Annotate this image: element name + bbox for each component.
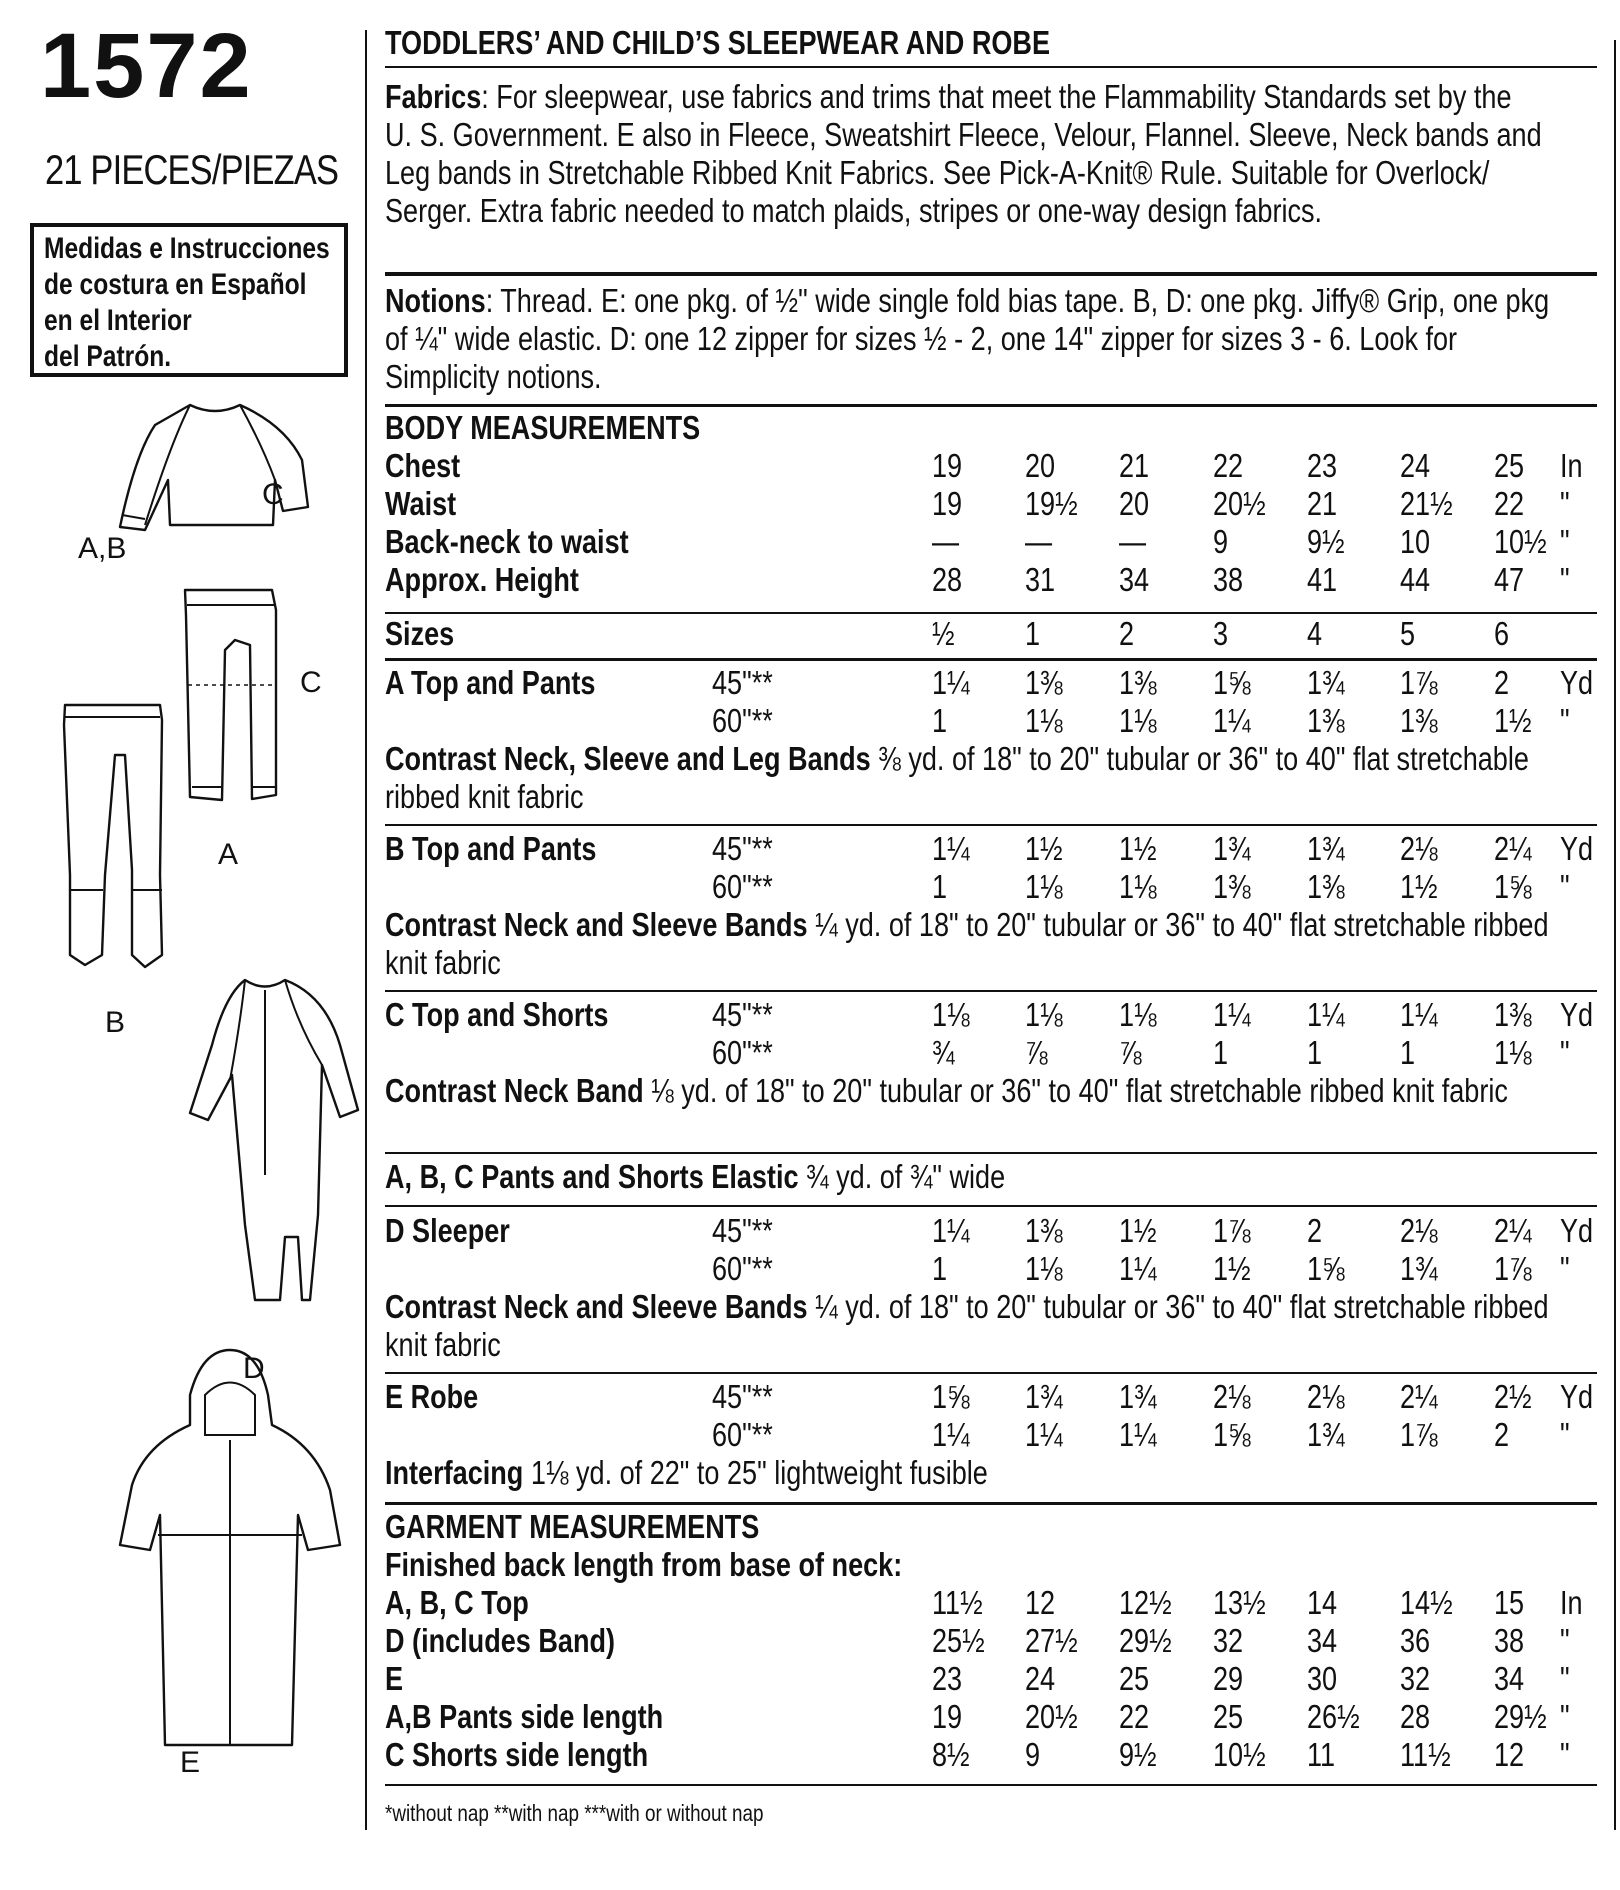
value-cell: 27½: [1025, 1622, 1078, 1659]
value-cell: 1¼: [1213, 702, 1251, 739]
value-cell: 21½: [1400, 485, 1453, 522]
unit-cell: ": [1560, 1034, 1570, 1071]
measurement-label: C Shorts side length: [385, 1736, 649, 1773]
value-cell: 2¼: [1400, 1378, 1438, 1415]
value-cell: 20½: [1025, 1698, 1078, 1735]
column-divider: [365, 30, 367, 1830]
contrast-line: [385, 740, 1529, 778]
value-cell: 19: [932, 1698, 963, 1735]
unit-cell: ": [1560, 523, 1570, 560]
value-cell: 1: [1213, 1034, 1229, 1071]
pants-c-illustration: [185, 590, 276, 800]
divider: [385, 1502, 1597, 1505]
divider: [385, 1152, 1597, 1154]
value-cell: 19: [932, 485, 963, 522]
notions-text: of ¼" wide elastic. D: one 12 zipper for sizes ½ - 2, one 14" zipper for sizes 3 - 6. Look for: [385, 320, 1458, 357]
value-cell: 1⅝: [932, 1378, 970, 1415]
value-cell: 19½: [1025, 485, 1078, 522]
value-cell: 1⅝: [1494, 868, 1532, 905]
value-cell: 1⅛: [1119, 868, 1157, 905]
size-cell: 2: [1119, 615, 1135, 652]
value-cell: 1¼: [1119, 1416, 1157, 1453]
unit-cell: Yd: [1560, 996, 1594, 1033]
value-cell: 1⅜: [1025, 1212, 1063, 1249]
value-cell: 28: [1400, 1698, 1431, 1735]
value-cell: 2: [1494, 1416, 1510, 1453]
value-cell: 10: [1400, 523, 1431, 560]
sleeper-illustration: [190, 980, 358, 1300]
footnote: *without nap **with nap ***with or without nap: [385, 1800, 764, 1826]
unit-cell: In: [1560, 1584, 1583, 1621]
value-cell: 24: [1025, 1660, 1056, 1697]
value-cell: 44: [1400, 561, 1431, 598]
divider: [385, 66, 1597, 68]
elastic-label: A, B, C Pants and Shorts Elastic: [385, 1158, 799, 1195]
view-label: E Robe: [385, 1378, 479, 1415]
view-label: C Top and Shorts: [385, 996, 609, 1033]
unit-cell: ": [1560, 702, 1570, 739]
measurement-label: A, B, C Top: [385, 1584, 529, 1621]
fabric-width: 45"**: [712, 664, 773, 701]
value-cell: 20½: [1213, 485, 1266, 522]
value-cell: 1¼: [932, 1212, 970, 1249]
divider: [385, 1784, 1597, 1786]
value-cell: 32: [1400, 1660, 1431, 1697]
value-cell: 1½: [1400, 868, 1438, 905]
spanish-note-line: de costura en Español: [44, 268, 307, 301]
contrast-text: ⅜ yd. of 18" to 20" tubular or 36" to 40" flat stretchable: [870, 740, 1529, 777]
value-cell: 1¼: [1400, 996, 1438, 1033]
value-cell: 1: [932, 1250, 948, 1287]
fabric-width: 45"**: [712, 996, 773, 1033]
value-cell: 14: [1307, 1584, 1338, 1621]
pattern-number: 1572: [40, 15, 253, 117]
divider: [385, 404, 1597, 407]
contrast-label: Contrast Neck and Sleeve Bands: [385, 1288, 808, 1325]
value-cell: —: [932, 523, 960, 560]
divider: [385, 990, 1597, 992]
fabrics-text: Leg bands in Stretchable Ribbed Knit Fabrics. See Pick-A-Knit® Rule. Suitable for Overlock/: [385, 154, 1490, 191]
value-cell: 1¾: [1307, 664, 1345, 701]
value-cell: 1⅛: [1025, 868, 1063, 905]
value-cell: 1⅜: [1307, 868, 1345, 905]
size-cell: 5: [1400, 615, 1416, 652]
divider: [385, 612, 1597, 614]
value-cell: 15: [1494, 1584, 1525, 1621]
illustration-label: B: [105, 1006, 126, 1039]
value-cell: 2¼: [1494, 830, 1532, 867]
measurement-label: Approx. Height: [385, 561, 579, 598]
contrast-text: ribbed knit fabric: [385, 778, 584, 815]
value-cell: 1⅞: [1494, 1250, 1532, 1287]
value-cell: 21: [1307, 485, 1338, 522]
value-cell: 1⅛: [932, 996, 970, 1033]
value-cell: 30: [1307, 1660, 1338, 1697]
value-cell: 9: [1025, 1736, 1041, 1773]
unit-cell: ": [1560, 1622, 1570, 1659]
value-cell: 1⅛: [1119, 702, 1157, 739]
illustration-label: E: [180, 1746, 201, 1779]
value-cell: 1¼: [1025, 1416, 1063, 1453]
value-cell: 23: [1307, 447, 1338, 484]
value-cell: 29½: [1494, 1698, 1547, 1735]
size-cell: ½: [932, 615, 955, 652]
value-cell: 1⅝: [1213, 664, 1251, 701]
view-label: B Top and Pants: [385, 830, 597, 867]
notions-label: Notions: [385, 282, 486, 319]
unit-cell: Yd: [1560, 830, 1594, 867]
value-cell: ⅞: [1025, 1034, 1048, 1071]
value-cell: 2⅛: [1307, 1378, 1345, 1415]
value-cell: 1¼: [1119, 1250, 1157, 1287]
unit-cell: ": [1560, 561, 1570, 598]
value-cell: 11½: [932, 1584, 983, 1621]
value-cell: 1⅜: [1307, 702, 1345, 739]
measurement-label: D (includes Band): [385, 1622, 616, 1659]
unit-cell: In: [1560, 447, 1583, 484]
value-cell: 1⅜: [1119, 664, 1157, 701]
value-cell: 1⅝: [1307, 1250, 1345, 1287]
value-cell: 1¾: [1307, 830, 1345, 867]
value-cell: 29: [1213, 1660, 1244, 1697]
value-cell: 20: [1025, 447, 1056, 484]
value-cell: 10½: [1213, 1736, 1266, 1773]
contrast-text: ¼ yd. of 18" to 20" tubular or 36" to 40" flat stretchable ribbed: [807, 906, 1549, 943]
value-cell: 1½: [1025, 830, 1063, 867]
divider: [385, 658, 1597, 661]
value-cell: 12: [1494, 1736, 1525, 1773]
value-cell: 12: [1025, 1584, 1056, 1621]
value-cell: 1½: [1119, 1212, 1157, 1249]
value-cell: 1⅞: [1400, 664, 1438, 701]
value-cell: 1½: [1119, 830, 1157, 867]
unit-cell: ": [1560, 485, 1570, 522]
contrast-text: knit fabric: [385, 944, 501, 981]
size-cell: 6: [1494, 615, 1510, 652]
value-cell: 34: [1307, 1622, 1338, 1659]
value-cell: 34: [1494, 1660, 1525, 1697]
unit-cell: ": [1560, 868, 1570, 905]
unit-cell: ": [1560, 1660, 1570, 1697]
fabric-width: 60"**: [712, 702, 773, 739]
body-measurements-heading: BODY MEASUREMENTS: [385, 409, 701, 446]
value-cell: 29½: [1119, 1622, 1172, 1659]
value-cell: 2: [1307, 1212, 1323, 1249]
value-cell: 1⅞: [1400, 1416, 1438, 1453]
value-cell: 25: [1213, 1698, 1244, 1735]
unit-cell: Yd: [1560, 664, 1594, 701]
value-cell: 9½: [1307, 523, 1345, 560]
size-cell: 1: [1025, 615, 1041, 652]
contrast-text: ¼ yd. of 18" to 20" tubular or 36" to 40" flat stretchable ribbed: [807, 1288, 1549, 1325]
value-cell: 1: [932, 702, 948, 739]
spanish-note-line: Medidas e Instrucciones: [44, 232, 330, 265]
value-cell: 26½: [1307, 1698, 1360, 1735]
measurement-label: A,B Pants side length: [385, 1698, 664, 1735]
contrast-label: Contrast Neck, Sleeve and Leg Bands: [385, 740, 871, 777]
illustration-label: A,B: [78, 532, 127, 565]
value-cell: 25: [1494, 447, 1525, 484]
value-cell: 1¼: [932, 830, 970, 867]
value-cell: 11½: [1400, 1736, 1451, 1773]
robe-illustration: [120, 1350, 340, 1745]
value-cell: 32: [1213, 1622, 1244, 1659]
measurement-label: Chest: [385, 447, 461, 484]
garment-illustrations: [40, 395, 360, 1785]
divider: [385, 1372, 1597, 1374]
spanish-note-box: [30, 223, 348, 377]
value-cell: ¾: [932, 1034, 955, 1071]
value-cell: 11: [1307, 1736, 1336, 1773]
value-cell: 10½: [1494, 523, 1547, 560]
value-cell: 34: [1119, 561, 1150, 598]
value-cell: 1⅜: [1025, 664, 1063, 701]
unit-cell: ": [1560, 1698, 1570, 1735]
interfacing-text: 1⅛ yd. of 22" to 25" lightweight fusible: [523, 1454, 988, 1491]
value-cell: 23: [932, 1660, 963, 1697]
value-cell: 1¾: [1025, 1378, 1063, 1415]
divider: [385, 272, 1597, 276]
fabric-width: 60"**: [712, 868, 773, 905]
divider: [385, 824, 1597, 826]
unit-cell: Yd: [1560, 1378, 1594, 1415]
value-cell: 1¼: [1213, 996, 1251, 1033]
sizes-label: Sizes: [385, 615, 455, 652]
value-cell: 1: [1307, 1034, 1323, 1071]
fabrics-label: Fabrics: [385, 78, 482, 115]
fabric-width: 60"**: [712, 1250, 773, 1287]
value-cell: 47: [1494, 561, 1525, 598]
value-cell: 2⅛: [1400, 830, 1438, 867]
elastic-line: [385, 1158, 1005, 1196]
illustration-label: C: [300, 666, 322, 699]
illustration-label: C: [262, 478, 284, 511]
unit-cell: ": [1560, 1736, 1570, 1773]
right-border: [1614, 40, 1616, 1830]
value-cell: 1: [1400, 1034, 1416, 1071]
size-cell: 3: [1213, 615, 1229, 652]
value-cell: 1⅛: [1025, 996, 1063, 1033]
value-cell: 1½: [1213, 1250, 1251, 1287]
fabric-width: 60"**: [712, 1034, 773, 1071]
value-cell: 36: [1400, 1622, 1431, 1659]
value-cell: ⅞: [1119, 1034, 1142, 1071]
value-cell: 1¾: [1400, 1250, 1438, 1287]
value-cell: 9½: [1119, 1736, 1157, 1773]
value-cell: 1⅜: [1213, 868, 1251, 905]
value-cell: 21: [1119, 447, 1150, 484]
value-cell: 19: [932, 447, 963, 484]
value-cell: 1¾: [1307, 1416, 1345, 1453]
measurement-label: Waist: [385, 485, 457, 522]
contrast-text: ⅛ yd. of 18" to 20" tubular or 36" to 40" flat stretchable ribbed knit fabric: [643, 1072, 1508, 1109]
value-cell: 2½: [1494, 1378, 1532, 1415]
value-cell: —: [1119, 523, 1147, 560]
value-cell: 8½: [932, 1736, 970, 1773]
view-label: D Sleeper: [385, 1212, 510, 1249]
value-cell: 1⅜: [1494, 996, 1532, 1033]
value-cell: 1⅜: [1400, 702, 1438, 739]
value-cell: 1⅛: [1025, 702, 1063, 739]
value-cell: 28: [932, 561, 963, 598]
elastic-text: ¾ yd. of ¾" wide: [798, 1158, 1006, 1195]
value-cell: 1¼: [932, 664, 970, 701]
measurement-label: Back-neck to waist: [385, 523, 629, 560]
value-cell: 1¾: [1213, 830, 1251, 867]
notions-text: Simplicity notions.: [385, 358, 602, 395]
value-cell: 14½: [1400, 1584, 1453, 1621]
contrast-line: [385, 1288, 1549, 1326]
fabrics-text: : For sleepwear, use fabrics and trims that meet the Flammability Standards set by the: [481, 78, 1512, 115]
value-cell: 1⅞: [1213, 1212, 1251, 1249]
unit-cell: ": [1560, 1416, 1570, 1453]
value-cell: 31: [1025, 561, 1056, 598]
contrast-label: Contrast Neck and Sleeve Bands: [385, 906, 808, 943]
illustration-label: A: [218, 838, 239, 871]
divider: [385, 1205, 1597, 1207]
interfacing-label: Interfacing: [385, 1454, 524, 1491]
pants-b-illustration: [64, 705, 162, 967]
contrast-text: knit fabric: [385, 1326, 501, 1363]
size-cell: 4: [1307, 615, 1323, 652]
pattern-title: TODDLERS’ AND CHILD’S SLEEPWEAR AND ROBE: [385, 24, 1051, 61]
garment-measurements-heading: GARMENT MEASUREMENTS: [385, 1508, 760, 1545]
interfacing-line: [385, 1454, 988, 1492]
value-cell: 2⅛: [1213, 1378, 1251, 1415]
value-cell: 25½: [932, 1622, 985, 1659]
value-cell: 25: [1119, 1660, 1150, 1697]
fabric-width: 45"**: [712, 830, 773, 867]
value-cell: 20: [1119, 485, 1150, 522]
value-cell: 2⅛: [1400, 1212, 1438, 1249]
fabrics-paragraph: [385, 78, 1582, 230]
notions-text: : Thread. E: one pkg. of ½" wide single fold bias tape. B, D: one pkg. Jiffy® Grip, one pkg: [485, 282, 1550, 319]
value-cell: 22: [1119, 1698, 1150, 1735]
contrast-line: [385, 1072, 1508, 1110]
value-cell: 1¼: [1307, 996, 1345, 1033]
value-cell: 24: [1400, 447, 1431, 484]
fabrics-text: U. S. Government. E also in Fleece, Sweatshirt Fleece, Velour, Flannel. Sleeve, Neck bands and: [385, 116, 1542, 153]
contrast-line: [385, 906, 1549, 944]
value-cell: 2¼: [1494, 1212, 1532, 1249]
view-label: A Top and Pants: [385, 664, 596, 701]
pieces-count: 21 PIECES/PIEZAS: [45, 146, 339, 193]
fabric-width: 45"**: [712, 1212, 773, 1249]
spanish-note-line: en el Interior: [44, 304, 192, 337]
value-cell: 22: [1494, 485, 1525, 522]
value-cell: 1½: [1494, 702, 1532, 739]
value-cell: 1⅝: [1213, 1416, 1251, 1453]
value-cell: 38: [1494, 1622, 1525, 1659]
value-cell: 1⅛: [1025, 1250, 1063, 1287]
value-cell: 1¾: [1119, 1378, 1157, 1415]
value-cell: 1: [932, 868, 948, 905]
value-cell: 13½: [1213, 1584, 1266, 1621]
value-cell: 1¼: [932, 1416, 970, 1453]
notions-paragraph: [385, 282, 1582, 396]
spanish-note-line: del Patrón.: [44, 340, 172, 373]
value-cell: —: [1025, 523, 1053, 560]
value-cell: 1⅛: [1494, 1034, 1532, 1071]
value-cell: 1⅛: [1119, 996, 1157, 1033]
contrast-label: Contrast Neck Band: [385, 1072, 644, 1109]
illustration-label: D: [243, 1352, 265, 1385]
unit-cell: ": [1560, 1250, 1570, 1287]
fabric-width: 60"**: [712, 1416, 773, 1453]
unit-cell: Yd: [1560, 1212, 1594, 1249]
value-cell: 9: [1213, 523, 1229, 560]
value-cell: 41: [1307, 561, 1338, 598]
fabrics-text: Serger. Extra fabric needed to match plaids, stripes or one-way design fabrics.: [385, 192, 1323, 229]
value-cell: 38: [1213, 561, 1244, 598]
value-cell: 2: [1494, 664, 1510, 701]
measurement-label: E: [385, 1660, 404, 1697]
fabric-width: 45"**: [712, 1378, 773, 1415]
value-cell: 22: [1213, 447, 1244, 484]
garment-subheading: Finished back length from base of neck:: [385, 1546, 903, 1583]
value-cell: 12½: [1119, 1584, 1172, 1621]
